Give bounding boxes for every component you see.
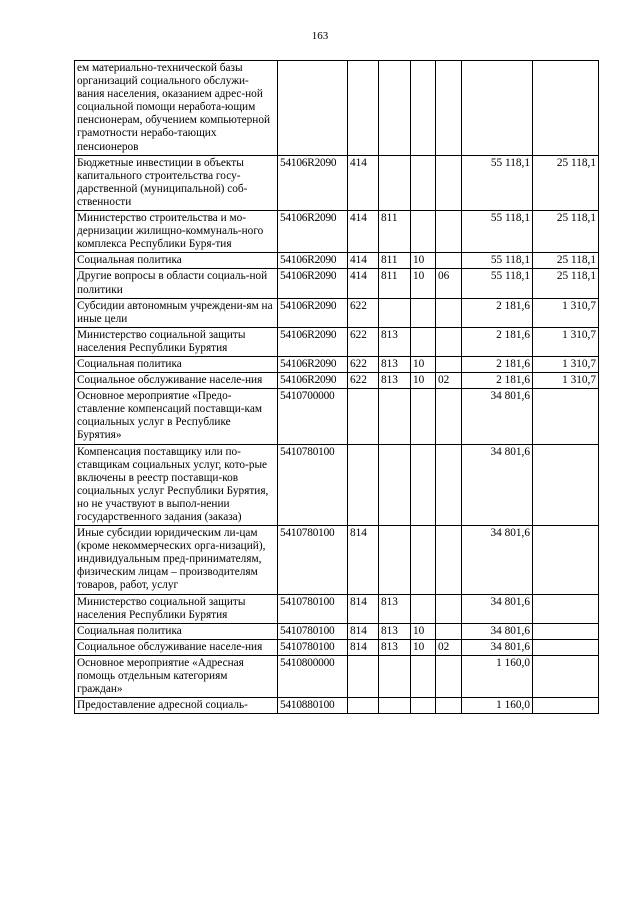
- amount-cell-2: 1 310,7: [533, 356, 599, 372]
- subsection-code-cell: [436, 298, 462, 327]
- subsection-code-cell: [436, 61, 462, 156]
- amount-cell-1: 34 801,6: [462, 594, 533, 623]
- target-article-code-cell: 5410800000: [278, 655, 348, 697]
- target-article-code-cell: 54106R2090: [278, 155, 348, 210]
- section-code-cell: [411, 526, 436, 594]
- table-row: [75, 298, 599, 327]
- section-code-cell: [411, 155, 436, 210]
- amount-cell-2: [533, 61, 599, 156]
- subsection-code-cell: 02: [436, 639, 462, 655]
- section-code-cell: [411, 698, 436, 714]
- subsection-code-cell: [436, 327, 462, 356]
- administrator-code-cell: 811: [379, 253, 411, 269]
- row-name-cell: Министерство социальной защиты населения Республики Бурятия: [75, 594, 278, 623]
- subsection-code-cell: [436, 623, 462, 639]
- administrator-code-cell: [379, 298, 411, 327]
- table-row: [75, 269, 599, 298]
- row-name-cell: Министерство строительства и мо-дернизации жилищно-коммуналь-ного комплекса Республики Буря-тия: [75, 211, 278, 253]
- administrator-code-cell: [379, 698, 411, 714]
- target-article-code-cell: 54106R2090: [278, 356, 348, 372]
- expense-type-cell: 414: [348, 155, 379, 210]
- section-code-cell: [411, 389, 436, 444]
- expense-type-cell: [348, 655, 379, 697]
- section-code-cell: [411, 327, 436, 356]
- amount-cell-1: [462, 61, 533, 156]
- amount-cell-1: 2 181,6: [462, 298, 533, 327]
- row-name-cell: Основное мероприятие «Предо-ставление компенсаций поставщи-кам социальных услуг в Республике Бурятия»: [75, 389, 278, 444]
- row-name-cell: Иные субсидии юридическим ли-цам (кроме некоммерческих орга-низаций), индивидуальным пред-принимателям, физическим лицам – производителям товаров, работ, услуг: [75, 526, 278, 594]
- row-name-cell: Другие вопросы в области социаль-ной политики: [75, 269, 278, 298]
- amount-cell-2: 1 310,7: [533, 373, 599, 389]
- section-code-cell: [411, 594, 436, 623]
- subsection-code-cell: [436, 356, 462, 372]
- administrator-code-cell: 813: [379, 623, 411, 639]
- subsection-code-cell: 06: [436, 269, 462, 298]
- administrator-code-cell: 813: [379, 594, 411, 623]
- target-article-code-cell: 5410780100: [278, 594, 348, 623]
- amount-cell-2: [533, 594, 599, 623]
- row-name-cell: Социальное обслуживание населе-ния: [75, 639, 278, 655]
- subsection-code-cell: [436, 594, 462, 623]
- amount-cell-1: 1 160,0: [462, 655, 533, 697]
- amount-cell-1: 55 118,1: [462, 253, 533, 269]
- target-article-code-cell: 54106R2090: [278, 373, 348, 389]
- section-code-cell: 10: [411, 639, 436, 655]
- subsection-code-cell: [436, 655, 462, 697]
- administrator-code-cell: 813: [379, 373, 411, 389]
- target-article-code-cell: 54106R2090: [278, 327, 348, 356]
- table-row: [75, 211, 599, 253]
- amount-cell-2: [533, 623, 599, 639]
- section-code-cell: 10: [411, 356, 436, 372]
- table-row: [75, 444, 599, 526]
- row-name-cell: Министерство социальной защиты населения Республики Бурятия: [75, 327, 278, 356]
- table-row: [75, 655, 599, 697]
- section-code-cell: [411, 298, 436, 327]
- section-code-cell: 10: [411, 269, 436, 298]
- table-row: [75, 594, 599, 623]
- expense-type-cell: 414: [348, 253, 379, 269]
- table-row: [75, 373, 599, 389]
- row-name-cell: Предоставление адресной социаль-: [75, 698, 278, 714]
- row-name-cell: Субсидии автономным учреждени-ям на иные цели: [75, 298, 278, 327]
- amount-cell-2: [533, 444, 599, 526]
- target-article-code-cell: 5410780100: [278, 639, 348, 655]
- target-article-code-cell: 54106R2090: [278, 269, 348, 298]
- expense-type-cell: 814: [348, 623, 379, 639]
- table-row: [75, 356, 599, 372]
- amount-cell-2: 1 310,7: [533, 327, 599, 356]
- amount-cell-1: 34 801,6: [462, 389, 533, 444]
- section-code-cell: [411, 211, 436, 253]
- target-article-code-cell: 5410780100: [278, 526, 348, 594]
- expense-type-cell: 622: [348, 298, 379, 327]
- section-code-cell: 10: [411, 373, 436, 389]
- target-article-code-cell: 54106R2090: [278, 298, 348, 327]
- expense-type-cell: [348, 444, 379, 526]
- row-name-cell: ем материально-технической базы организаций социального обслужи-вания населения, оказанием адрес-ной социальной помощи неработа-ющим пенсионерам, обучением компьютерной грамотности нерабо-тающих пенсионеров: [75, 61, 278, 156]
- expense-type-cell: 414: [348, 269, 379, 298]
- row-name-cell: Социальное обслуживание населе-ния: [75, 373, 278, 389]
- subsection-code-cell: [436, 155, 462, 210]
- target-article-code-cell: 5410780100: [278, 444, 348, 526]
- administrator-code-cell: 813: [379, 356, 411, 372]
- target-article-code-cell: 5410780100: [278, 623, 348, 639]
- administrator-code-cell: 811: [379, 269, 411, 298]
- row-name-cell: Социальная политика: [75, 253, 278, 269]
- amount-cell-2: [533, 639, 599, 655]
- amount-cell-1: 55 118,1: [462, 155, 533, 210]
- amount-cell-1: 1 160,0: [462, 698, 533, 714]
- expense-type-cell: 414: [348, 211, 379, 253]
- amount-cell-2: 25 118,1: [533, 269, 599, 298]
- administrator-code-cell: [379, 61, 411, 156]
- target-article-code-cell: 5410700000: [278, 389, 348, 444]
- subsection-code-cell: [436, 389, 462, 444]
- expense-type-cell: 622: [348, 327, 379, 356]
- amount-cell-2: 25 118,1: [533, 253, 599, 269]
- amount-cell-1: 34 801,6: [462, 623, 533, 639]
- expense-type-cell: [348, 389, 379, 444]
- amount-cell-1: 55 118,1: [462, 269, 533, 298]
- table-row: [75, 698, 599, 714]
- section-code-cell: 10: [411, 623, 436, 639]
- section-code-cell: 10: [411, 253, 436, 269]
- section-code-cell: [411, 444, 436, 526]
- amount-cell-2: [533, 389, 599, 444]
- amount-cell-1: 2 181,6: [462, 327, 533, 356]
- row-name-cell: Компенсация поставщику или по-ставщикам социальных услуг, кото-рые включены в реестр поставщи-ков социальных услуг Республики Бурятия, но не участвуют в выпол-нении государственного задания (заказа): [75, 444, 278, 526]
- amount-cell-2: [533, 526, 599, 594]
- amount-cell-1: 2 181,6: [462, 356, 533, 372]
- amount-cell-2: 1 310,7: [533, 298, 599, 327]
- expense-type-cell: [348, 61, 379, 156]
- subsection-code-cell: [436, 444, 462, 526]
- row-name-cell: Социальная политика: [75, 356, 278, 372]
- table-row: [75, 327, 599, 356]
- amount-cell-2: [533, 655, 599, 697]
- expense-type-cell: 814: [348, 639, 379, 655]
- subsection-code-cell: 02: [436, 373, 462, 389]
- expense-type-cell: [348, 698, 379, 714]
- amount-cell-2: 25 118,1: [533, 155, 599, 210]
- amount-cell-1: 34 801,6: [462, 639, 533, 655]
- budget-table: [74, 60, 599, 714]
- amount-cell-1: 2 181,6: [462, 373, 533, 389]
- target-article-code-cell: 54106R2090: [278, 211, 348, 253]
- row-name-cell: Социальная политика: [75, 623, 278, 639]
- target-article-code-cell: 54106R2090: [278, 253, 348, 269]
- table-row: [75, 639, 599, 655]
- expense-type-cell: 622: [348, 373, 379, 389]
- amount-cell-2: 25 118,1: [533, 211, 599, 253]
- table-row: [75, 253, 599, 269]
- subsection-code-cell: [436, 526, 462, 594]
- table-row: [75, 61, 599, 156]
- administrator-code-cell: 813: [379, 639, 411, 655]
- administrator-code-cell: 811: [379, 211, 411, 253]
- amount-cell-2: [533, 698, 599, 714]
- administrator-code-cell: [379, 389, 411, 444]
- target-article-code-cell: [278, 61, 348, 156]
- amount-cell-1: 55 118,1: [462, 211, 533, 253]
- section-code-cell: [411, 61, 436, 156]
- administrator-code-cell: [379, 444, 411, 526]
- table-row: [75, 155, 599, 210]
- expense-type-cell: 814: [348, 526, 379, 594]
- subsection-code-cell: [436, 211, 462, 253]
- administrator-code-cell: [379, 526, 411, 594]
- administrator-code-cell: [379, 155, 411, 210]
- target-article-code-cell: 5410880100: [278, 698, 348, 714]
- amount-cell-1: 34 801,6: [462, 444, 533, 526]
- expense-type-cell: 814: [348, 594, 379, 623]
- section-code-cell: [411, 655, 436, 697]
- table-row: [75, 389, 599, 444]
- page-number: 163: [311, 30, 329, 42]
- administrator-code-cell: [379, 655, 411, 697]
- subsection-code-cell: [436, 253, 462, 269]
- administrator-code-cell: 813: [379, 327, 411, 356]
- amount-cell-1: 34 801,6: [462, 526, 533, 594]
- table-row: [75, 526, 599, 594]
- subsection-code-cell: [436, 698, 462, 714]
- table-row: [75, 623, 599, 639]
- row-name-cell: Бюджетные инвестиции в объекты капитального строительства госу-дарственной (муниципальной) соб-ственности: [75, 155, 278, 210]
- expense-type-cell: 622: [348, 356, 379, 372]
- table-body: [75, 61, 599, 714]
- row-name-cell: Основное мероприятие «Адресная помощь отдельным категориям граждан»: [75, 655, 278, 697]
